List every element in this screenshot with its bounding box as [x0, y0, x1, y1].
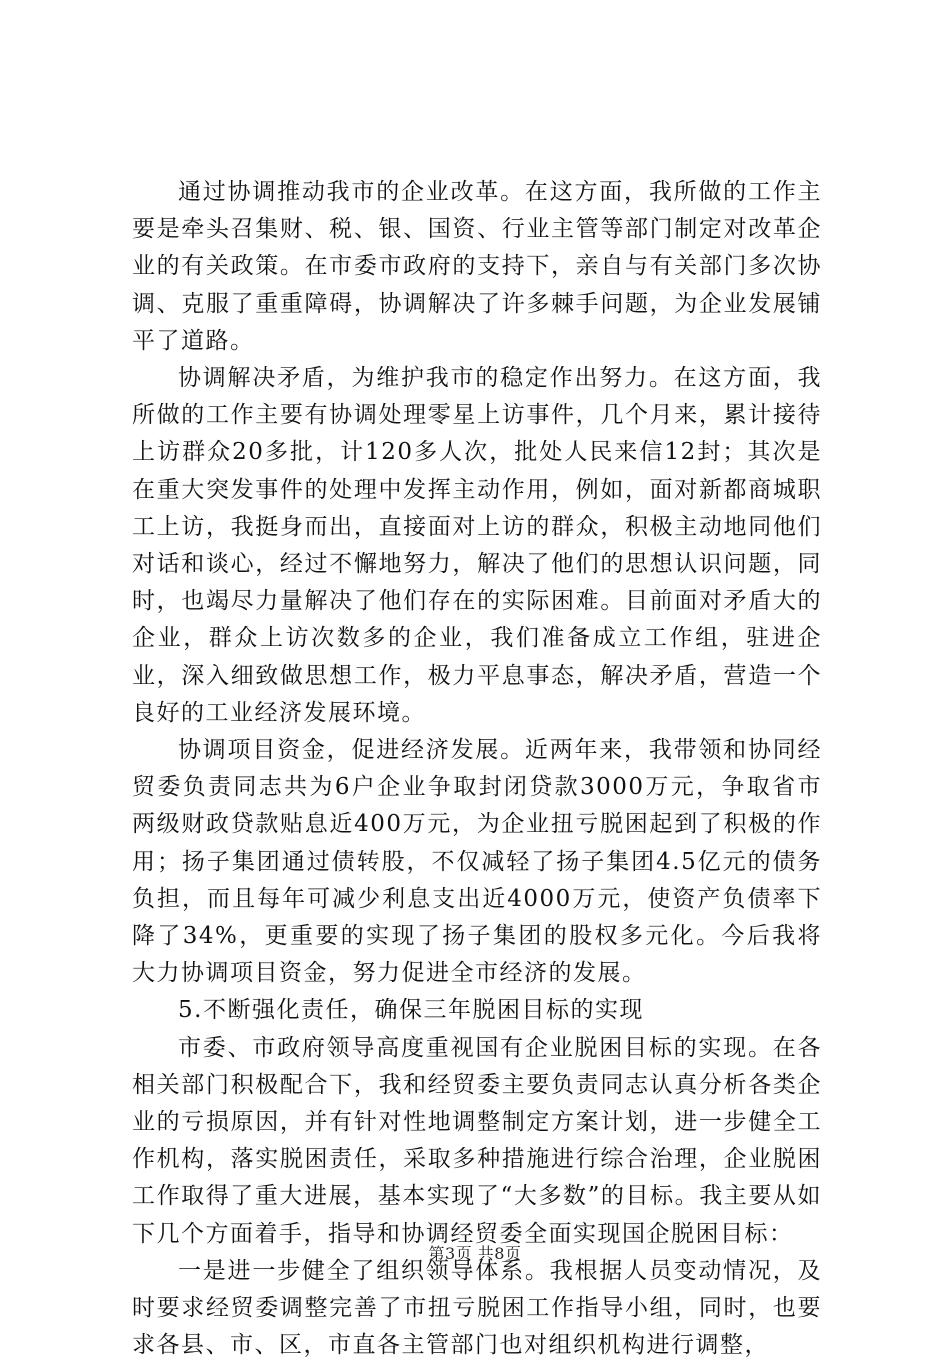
paragraph-poverty-goal: 市委、市政府领导高度重视国有企业脱困目标的实现。在各相关部门积极配合下，我和经贸委主要负责同志认真分析各类企业的亏损原因，并有针对性地调整制定方案计划，进一步健全工作机构，落实脱困责任，采取多种措施进行综合治理，企业脱困工作取得了重大进展，基本实现了“大多数”的目标。我主要从如下几个方面着手，指导和协调经贸委全面实现国企脱困目标：	[132, 1034, 822, 1247]
section-heading-responsibility: 5.不断强化责任，确保三年脱困目标的实现	[178, 997, 644, 1024]
page-footer: 第3页 共8页	[428, 1244, 522, 1263]
document-body	[132, 174, 822, 1365]
paragraph-resolve-conflicts: 协调解决矛盾，为维护我市的稳定作出努力。在这方面，我所做的工作主要有协调处理零星上访事件，几个月来，累计接待上访群众20多批，计120多人次，批处人民来信12封；其次是在重大突发事件的处理中发挥主动作用，例如，面对新都商城职工上访，我挺身而出，直接面对上访的群众，积极主动地同他们对话和谈心，经过不懈地努力，解决了他们的思想认识问题，同时，也竭尽力量解决了他们存在的实际困难。目前面对矛盾大的企业，群众上访次数多的企业，我们准备成立工作组，驻进企业，深入细致做思想工作，极力平息事态，解决矛盾，营造一个良好的工业经济发展环境。	[132, 365, 822, 726]
paragraph-enterprise-reform: 通过协调推动我市的企业改革。在这方面，我所做的工作主要是牵头召集财、税、银、国资、行业主管等部门制定对改革企业的有关政策。在市委市政府的支持下，亲自与有关部门多次协调、克服了重重障碍，协调解决了许多棘手问题，为企业发展铺平了道路。	[132, 179, 822, 354]
paragraph-project-funds: 协调项目资金，促进经济发展。近两年来，我带领和协同经贸委负责同志共为6户企业争取封闭贷款3000万元，争取省市两级财政贷款贴息近400万元，为企业扭亏脱困起到了积极的作用；扬子集团通过债转股，不仅减轻了扬子集团4.5亿元的债务负担，而且每年可减少利息支出近4000万元，使资产负债率下降了34%，更重要的实现了扬子集团的股权多元化。今后我将大力协调项目资金，努力促进全市经济的发展。	[132, 737, 822, 987]
paragraph-organization: 一是进一步健全了组织领导体系。我根据人员变动情况，及时要求经贸委调整完善了市扭亏脱困工作指导小组，同时，也要求各县、市、区，市直各主管部门也对组织机构进行调整，	[132, 1257, 822, 1359]
